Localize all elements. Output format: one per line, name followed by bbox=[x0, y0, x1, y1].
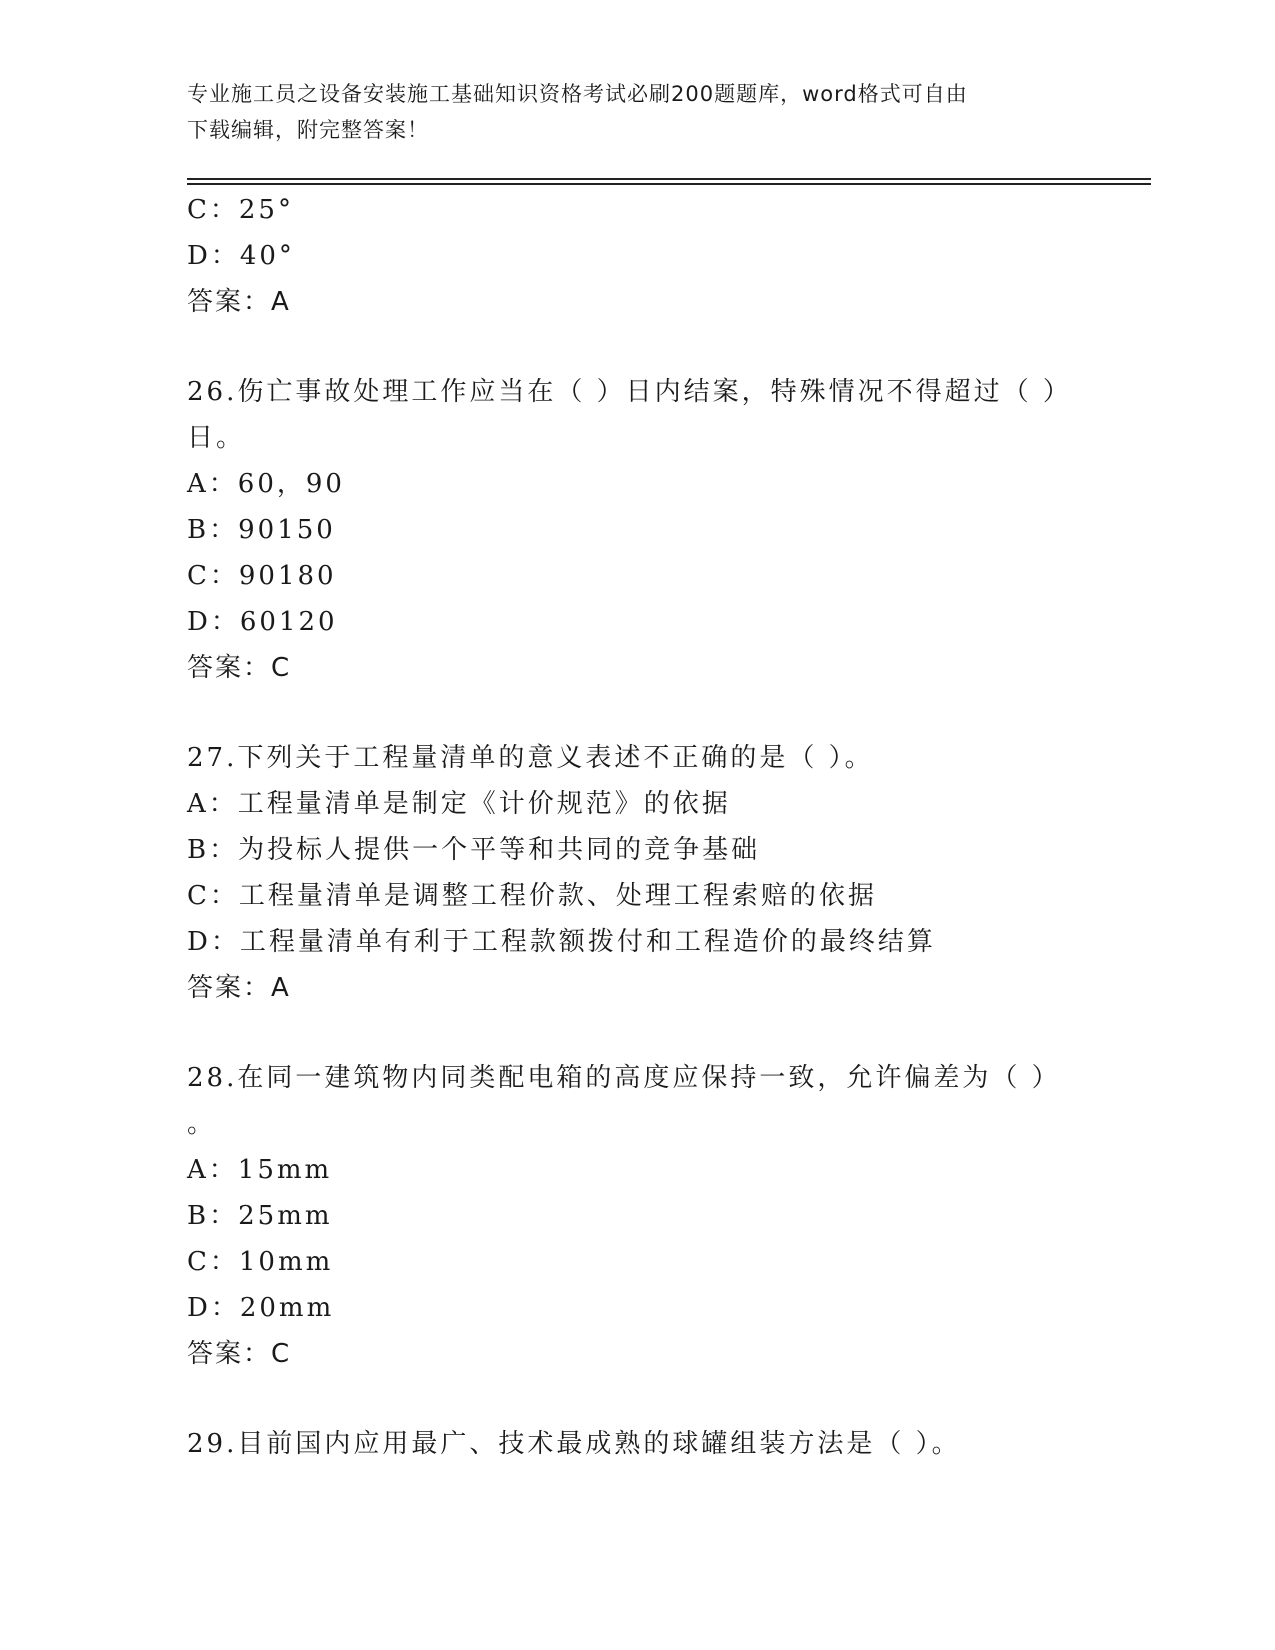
question-29 bbox=[187, 1421, 1087, 1467]
option-c: C：90180 bbox=[187, 561, 337, 591]
option-b: B：为投标人提供一个平等和共同的竞争基础 bbox=[187, 835, 761, 865]
question-25-tail bbox=[187, 187, 1087, 325]
header-rule-top bbox=[187, 178, 1151, 180]
answer-line: 答案：C bbox=[187, 1339, 292, 1369]
answer-line: 答案：A bbox=[187, 973, 291, 1003]
question-stem-continued: 日。 bbox=[187, 423, 246, 453]
option-c: C：工程量清单是调整工程价款、处理工程索赔的依据 bbox=[187, 881, 877, 911]
question-stem-continued: 。 bbox=[187, 1109, 217, 1139]
answer-line: 答案：C bbox=[187, 653, 292, 683]
answer-line: 答案：A bbox=[187, 287, 291, 317]
option-a: A：15mm bbox=[187, 1155, 333, 1185]
option-d: D：60120 bbox=[187, 607, 338, 637]
option-d: D：20mm bbox=[187, 1293, 335, 1323]
option-d: D：工程量清单有利于工程款额拨付和工程造价的最终结算 bbox=[187, 927, 936, 957]
option-a: A：工程量清单是制定《计价规范》的依据 bbox=[187, 789, 731, 819]
option-b: B：90150 bbox=[187, 515, 336, 545]
option-b: B：25mm bbox=[187, 1201, 333, 1231]
question-stem: 28.在同一建筑物内同类配电箱的高度应保持一致，允许偏差为（ ） bbox=[187, 1063, 1061, 1093]
question-26 bbox=[187, 369, 1087, 691]
header-line-1: 专业施工员之设备安装施工基础知识资格考试必刷200题题库，word格式可自由 bbox=[187, 82, 968, 106]
option-c: C：10mm bbox=[187, 1247, 334, 1277]
header-line-2: 下载编辑，附完整答案！ bbox=[187, 118, 429, 142]
question-stem: 26.伤亡事故处理工作应当在（ ）日内结案，特殊情况不得超过（ ） bbox=[187, 377, 1072, 407]
question-28 bbox=[187, 1055, 1087, 1377]
option-a: A：60，90 bbox=[187, 469, 345, 499]
question-list bbox=[187, 187, 1087, 1467]
option-c: C：25° bbox=[187, 195, 294, 225]
question-27 bbox=[187, 735, 1087, 1011]
header-rule-bottom bbox=[187, 183, 1151, 185]
question-stem: 27.下列关于工程量清单的意义表述不正确的是（ ）。 bbox=[187, 743, 874, 773]
option-d: D：40° bbox=[187, 241, 295, 271]
question-stem: 29.目前国内应用最广、技术最成熟的球罐组装方法是（ ）。 bbox=[187, 1429, 961, 1459]
document-header bbox=[187, 76, 1087, 148]
